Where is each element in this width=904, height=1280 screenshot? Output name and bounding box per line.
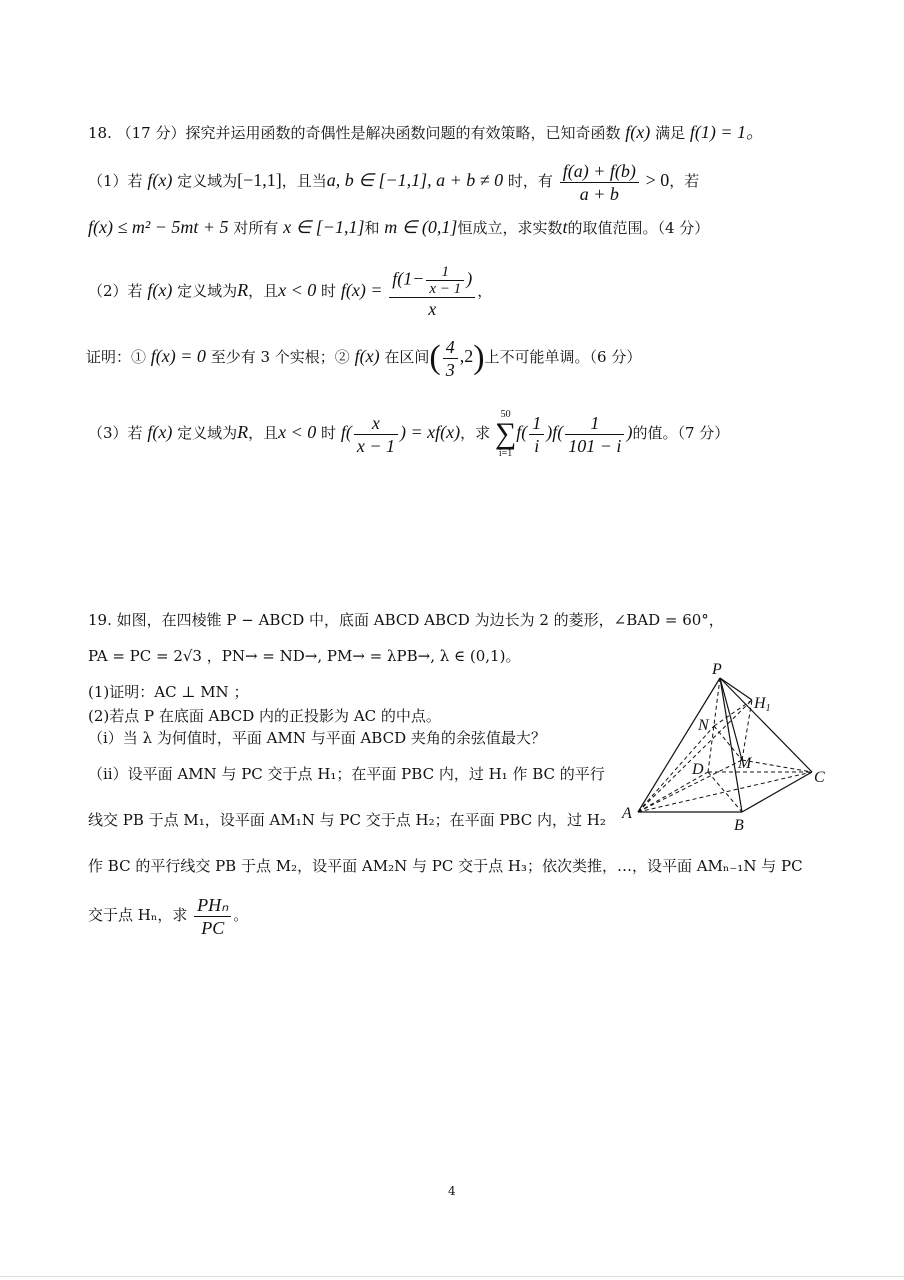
denominator: 101 − i xyxy=(568,435,622,456)
q19-sub1: (1)证明：AC ⊥ MN ； xyxy=(88,683,249,701)
fraction xyxy=(194,894,231,939)
math: R xyxy=(237,422,249,442)
text: 时 xyxy=(321,424,337,442)
fraction xyxy=(565,412,624,457)
fraction xyxy=(529,412,544,457)
text: 满足 xyxy=(655,124,686,142)
math: f(1− xyxy=(392,268,425,289)
score: （17 分） xyxy=(116,124,186,142)
math: x < 0 xyxy=(278,422,317,442)
page-number: 4 xyxy=(448,1184,456,1198)
pyramid-diagram xyxy=(612,660,832,840)
text: 上不可能单调。（6 分） xyxy=(484,348,642,366)
numerator: 1 xyxy=(426,264,464,281)
numerator: PHₙ xyxy=(194,894,231,917)
label-P: P xyxy=(712,661,722,678)
text: ，求 xyxy=(460,424,491,442)
numerator: x xyxy=(354,412,398,435)
fraction xyxy=(389,264,475,320)
q18-part1-line2 xyxy=(88,215,709,240)
text: 定义域为 xyxy=(177,282,238,300)
q18-part2-line2 xyxy=(86,332,641,380)
math: f(x) xyxy=(625,122,651,142)
math: f( xyxy=(340,422,352,442)
label-D: D xyxy=(692,761,704,778)
denominator: x − 1 xyxy=(429,281,462,297)
math: f(x) ≤ m² − 5mt + 5 xyxy=(88,217,229,237)
math: ,2 xyxy=(459,346,474,366)
q18-part1-line1 xyxy=(88,158,699,202)
q19-sub2: (2)若点 P 在底面 ABCD 内的正投影为 AC 的中点。 xyxy=(88,707,441,725)
math: )f( xyxy=(546,422,564,442)
q19-sub2-ii: （ii）设平面 AMN 与 PC 交于点 H₁；在平面 PBC 内，过 H₁ 作 BC 的平行 xyxy=(88,765,605,783)
math: f(x) = xyxy=(340,280,383,300)
math: f(x) xyxy=(147,280,173,300)
text: ，且 xyxy=(248,282,279,300)
math: x ∈ [−1,1] xyxy=(283,217,365,237)
text: ，且 xyxy=(248,424,279,442)
math: f(x) = 0 xyxy=(150,346,206,366)
part-label: （1）若 xyxy=(88,172,143,190)
label-N: N xyxy=(698,717,709,734)
label-M: M xyxy=(738,755,752,772)
denominator: 3 xyxy=(445,359,455,380)
label-H1: H1 xyxy=(754,695,771,714)
q18-part2-line1 xyxy=(88,258,492,322)
q18-part3 xyxy=(88,400,729,464)
math: R xyxy=(237,280,249,300)
math: a, b ∈ [−1,1], a + b ≠ 0 xyxy=(326,170,504,190)
q18-intro: 探究并运用函数的奇偶性是解决函数问题的有效策略，已知奇函数 xyxy=(185,124,621,142)
math: f(x) xyxy=(147,422,173,442)
paren-open: ( xyxy=(429,339,441,376)
denominator: x − 1 xyxy=(356,435,395,456)
text: 。 xyxy=(233,906,249,924)
math: f( xyxy=(516,422,528,442)
text: ， xyxy=(477,282,493,300)
denominator: x xyxy=(428,299,437,319)
text: 定义域为 xyxy=(177,172,238,190)
summation xyxy=(495,409,516,459)
pyramid-figure xyxy=(612,660,832,844)
math: f(x) xyxy=(354,346,380,366)
numerator xyxy=(389,264,475,298)
math: t xyxy=(562,217,568,237)
part-label: （2）若 xyxy=(88,282,143,300)
part-label: （3）若 xyxy=(88,424,143,442)
math: ) xyxy=(466,268,473,289)
fraction xyxy=(354,412,398,457)
sigma-icon: ∑ xyxy=(494,417,517,450)
numerator: f(a) + f(b) xyxy=(560,160,639,183)
text: 证明：① xyxy=(86,348,147,366)
text: 时 xyxy=(321,282,337,300)
text: ，且当 xyxy=(281,172,327,190)
text: 至少有 3 个实根；② xyxy=(210,348,350,366)
page-bottom-edge xyxy=(0,1276,904,1277)
text: 对所有 xyxy=(233,219,279,237)
q19-sub2-i: （i）当 λ 为何值时，平面 AMN 与平面 ABCD 夹角的余弦值最大？ xyxy=(88,729,546,747)
numerator: 1 xyxy=(529,412,544,435)
text: 恒成立，求实数 xyxy=(457,219,563,237)
label-B: B xyxy=(734,817,744,834)
text: 交于点 Hₙ，求 xyxy=(88,906,188,924)
q19-sub2-ii-line4 xyxy=(88,892,248,938)
q19-sub2-ii-line3: 作 BC 的平行线交 PB 于点 M₂，设平面 AM₂N 与 PC 交于点 H₃；依次类推，…，设平面 AMₙ₋₁N 与 PC xyxy=(88,857,803,875)
math: x < 0 xyxy=(278,280,317,300)
text: 时，有 xyxy=(507,172,553,190)
q18-line1 xyxy=(88,120,764,145)
math: > 0 xyxy=(645,170,670,190)
text: 的取值范围。（4 分） xyxy=(567,219,710,237)
math: ) xyxy=(626,422,633,442)
fraction xyxy=(560,160,639,205)
denominator: a + b xyxy=(579,183,619,204)
text: ，若 xyxy=(669,172,700,190)
math: m ∈ (0,1] xyxy=(384,217,458,237)
sum-lower: i=1 xyxy=(498,448,513,459)
question-number: 18. xyxy=(88,124,112,142)
q19-line2: PA = PC = 2√3 ，PN→ = ND→, PM→ = λPB→, λ ∈ (0,1)。 xyxy=(88,647,521,665)
numerator: 4 xyxy=(443,336,458,359)
q19-sub2-ii-line2: 线交 PB 于点 M₁，设平面 AM₁N 与 PC 交于点 H₂；在平面 PBC 内，过 H₂ xyxy=(88,811,606,829)
math: [−1,1] xyxy=(237,170,282,190)
label-A: A xyxy=(622,805,632,822)
text: 在区间 xyxy=(384,348,430,366)
text: 定义域为 xyxy=(177,424,238,442)
math: ) = xf(x) xyxy=(399,422,461,442)
fraction xyxy=(443,336,458,381)
inner-fraction xyxy=(426,264,464,297)
text: 的值。（7 分） xyxy=(632,424,730,442)
denominator: PC xyxy=(201,917,225,938)
q19-line1: 19. 如图，在四棱锥 P − ABCD 中，底面 ABCD ABCD 为边长为 2 的菱形，∠BAD = 60°， xyxy=(88,611,724,629)
label-C: C xyxy=(814,769,825,786)
text: 和 xyxy=(364,219,380,237)
math: f(x) xyxy=(147,170,173,190)
sum-upper: 50 xyxy=(500,409,511,420)
numerator: 1 xyxy=(565,412,624,435)
denominator: i xyxy=(534,435,540,456)
paren-close: ) xyxy=(473,339,485,376)
math: f(1) = 1。 xyxy=(689,122,764,142)
